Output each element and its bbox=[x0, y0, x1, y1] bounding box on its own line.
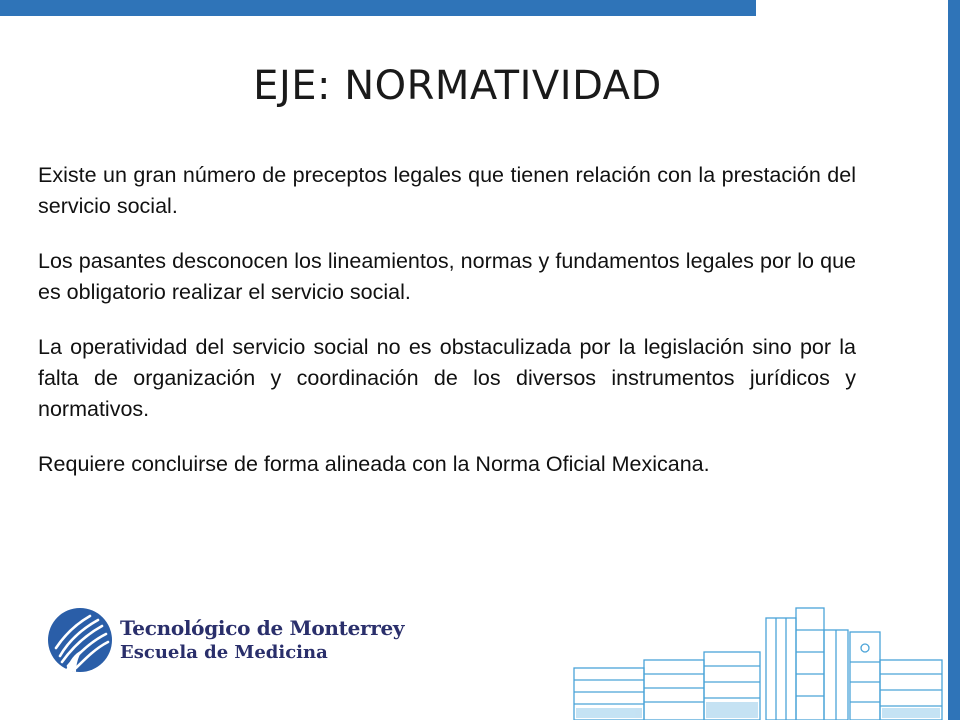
logo-name: Tecnológico de Monterrey bbox=[120, 616, 405, 640]
logo-subtitle: Escuela de Medicina bbox=[120, 642, 328, 663]
slide-body bbox=[38, 160, 856, 504]
paragraph: La operatividad del servicio social no es obstaculizada por la legislación sino por la falta de organización y coordinación de los diversos instrumentos jurídicos y normativos. bbox=[38, 335, 856, 421]
top-accent-bar bbox=[0, 0, 756, 16]
logo-emblem-icon bbox=[46, 606, 114, 674]
paragraph: Los pasantes desconocen los lineamientos, normas y fundamentos legales por lo que es obligatorio realizar el servicio social. bbox=[38, 249, 856, 304]
paragraph: Existe un gran número de preceptos legales que tienen relación con la prestación del servicio social. bbox=[38, 163, 856, 218]
campus-buildings-illustration bbox=[570, 590, 950, 720]
institution-logo bbox=[46, 606, 405, 676]
paragraph: Requiere concluirse de forma alineada con la Norma Oficial Mexicana. bbox=[38, 452, 710, 476]
slide-title: EJE: NORMATIVIDAD bbox=[253, 63, 662, 109]
